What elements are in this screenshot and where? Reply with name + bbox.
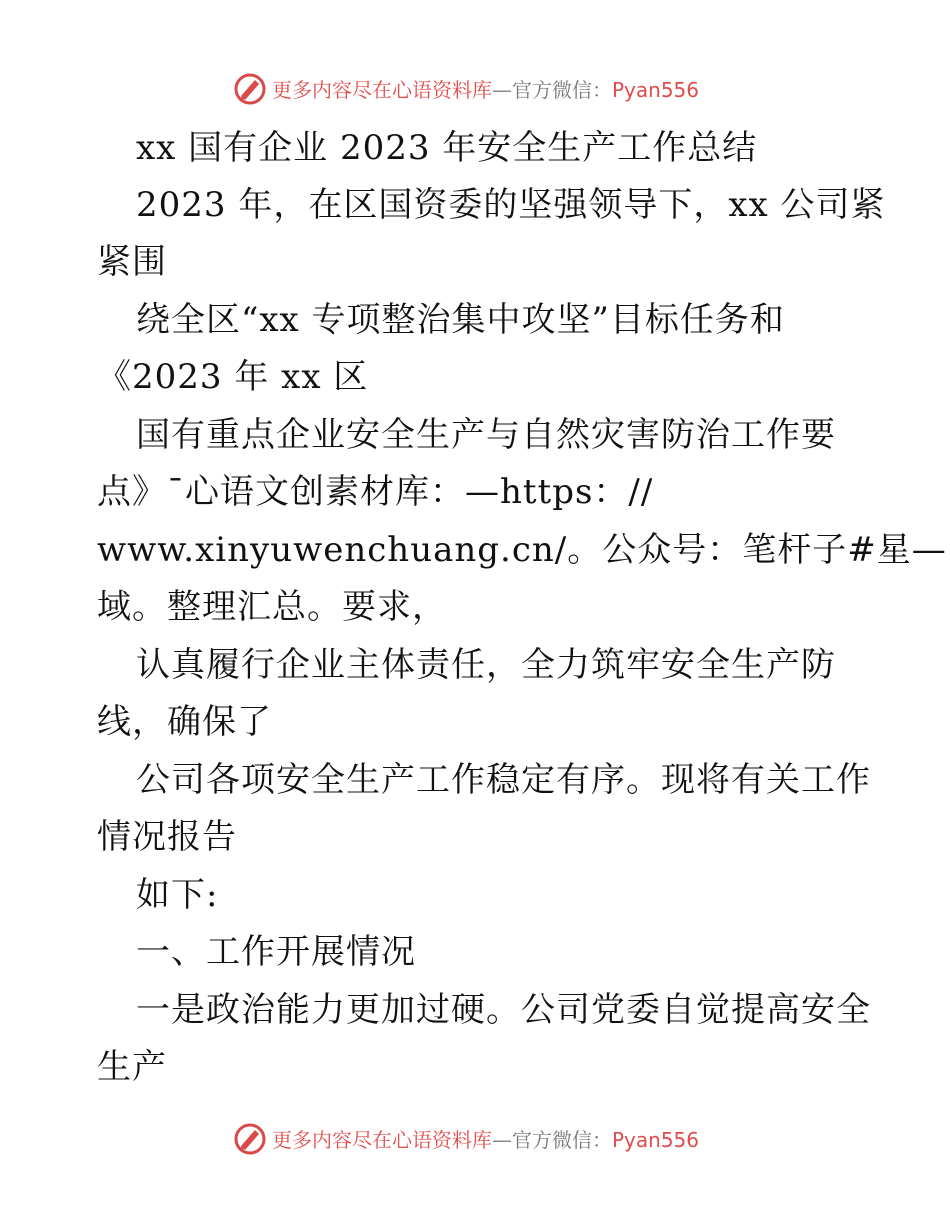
paragraph-line: 紧围 [97,242,167,282]
banner-brand: 更多内容尽在心语资料库 [272,1128,492,1152]
paragraph-line: 点》¯心语文创素材库：—https：// [97,472,654,512]
footer-banner [0,1120,950,1160]
paragraph-line: 线，确保了 [97,702,272,742]
banner-wechat-id: Pyan556 [612,1128,700,1152]
document-title: xx 国有企业 2023 年安全生产工作总结 [136,128,758,168]
banner-dash: — [492,78,512,102]
paragraph-line: 一是政治能力更加过硬。公司党委自觉提高安全 [136,990,871,1030]
paragraph-line: 认真履行企业主体责任，全力筑牢安全生产防 [136,645,836,685]
paragraph-line: 情况报告 [97,817,237,857]
paragraph-line: 如下: [136,875,219,915]
paragraph-line: www.xinyuwenchuang.cn/。公众号：笔杆子#星— [97,530,947,570]
paragraph-line: 国有重点企业安全生产与自然灾害防治工作要 [136,415,836,455]
paragraph-line: 生产 [97,1047,167,1087]
section-heading: 一、工作开展情况 [136,932,416,972]
paragraph-line: 《2023 年 xx 区 [97,357,369,397]
banner-wechat-label: 官方微信： [512,78,612,102]
banner-dash: — [492,1128,512,1152]
banner-wechat-label: 官方微信： [512,1128,612,1152]
pen-logo-icon [233,1122,267,1156]
banner-wechat-id: Pyan556 [612,78,700,102]
paragraph-line: 绕全区“xx 专项整治集中攻坚”目标任务和 [136,300,785,340]
paragraph-line: 公司各项安全生产工作稳定有序。现将有关工作 [136,760,871,800]
banner-text [272,1128,699,1152]
banner-brand: 更多内容尽在心语资料库 [272,78,492,102]
paragraph-line: 域。整理汇总。要求， [97,587,447,627]
paragraph-line: 2023 年，在区国资委的坚强领导下，xx 公司紧 [136,185,886,225]
